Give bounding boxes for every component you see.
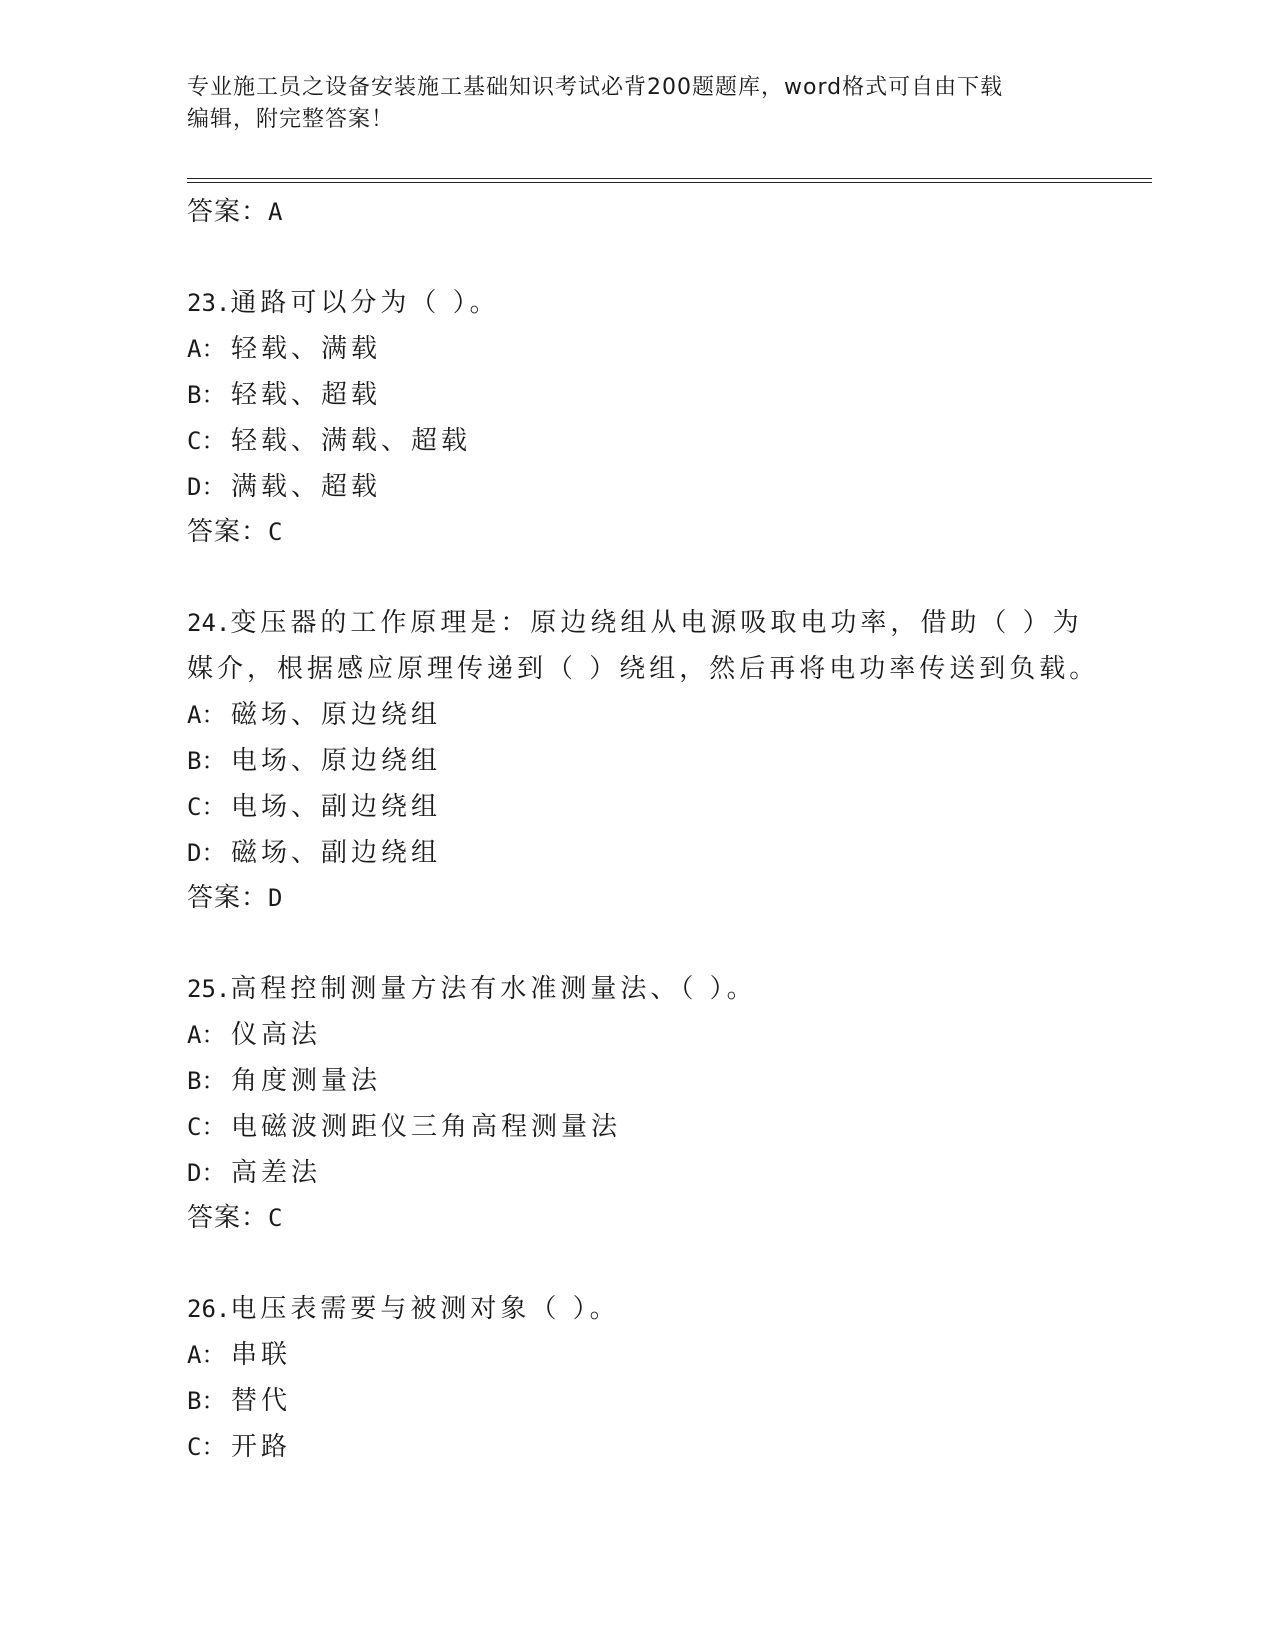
option-key: A：	[187, 335, 226, 363]
option-text: 磁场、副边绕组	[231, 838, 442, 868]
option-key: C：	[187, 1113, 226, 1141]
option-text: 高差法	[231, 1158, 322, 1188]
answer-value: D	[268, 884, 284, 912]
option-b	[187, 372, 1147, 418]
answer-line	[187, 876, 1147, 920]
option-key: C：	[187, 427, 226, 455]
document-body	[187, 190, 1147, 1470]
option-d	[187, 830, 1147, 876]
question-text: 电压表需要与被测对象（ ）。	[230, 1294, 620, 1324]
option-b	[187, 738, 1147, 784]
question-number: 26.	[187, 1295, 231, 1323]
question-stem	[187, 600, 1147, 646]
option-key: B：	[187, 747, 226, 775]
answer-value: C	[268, 1204, 284, 1232]
question-number: 24.	[187, 609, 231, 637]
option-b	[187, 1058, 1147, 1104]
option-text: 电场、副边绕组	[231, 792, 442, 822]
option-text: 轻载、超载	[231, 380, 382, 410]
question-stem	[187, 1286, 1147, 1332]
option-text: 电磁波测距仪三角高程测量法	[231, 1112, 622, 1142]
option-text: 仪高法	[231, 1020, 322, 1050]
option-text: 电场、原边绕组	[231, 746, 442, 776]
option-text: 开路	[231, 1432, 292, 1462]
header-line-2: 编辑，附完整答案！	[187, 107, 395, 132]
option-text: 满载、超载	[231, 472, 382, 502]
option-key: C：	[187, 1433, 226, 1461]
option-key: A：	[187, 1341, 226, 1369]
answer-value: C	[268, 518, 284, 546]
option-text: 替代	[231, 1386, 292, 1416]
option-a	[187, 326, 1147, 372]
option-key: B：	[187, 1067, 226, 1095]
header-divider-top	[187, 178, 1152, 179]
option-c	[187, 418, 1147, 464]
question-number: 25.	[187, 975, 231, 1003]
question-stem-continued	[187, 646, 1147, 692]
answer-label: 答案：	[187, 197, 269, 227]
option-text: 角度测量法	[231, 1066, 382, 1096]
header-divider-bottom	[187, 182, 1152, 183]
option-key: C：	[187, 793, 226, 821]
answer-line	[187, 190, 1147, 234]
question-text: 媒介，根据感应原理传递到（ ）绕组，然后再将电功率传送到负载。	[187, 654, 1100, 684]
document-header	[187, 72, 1087, 136]
answer-line	[187, 1196, 1147, 1240]
option-c	[187, 784, 1147, 830]
option-text: 轻载、满载	[231, 334, 382, 364]
option-d	[187, 464, 1147, 510]
option-b	[187, 1378, 1147, 1424]
question-number: 23.	[187, 289, 231, 317]
question-text: 通路可以分为（ ）。	[230, 288, 500, 318]
question-stem	[187, 966, 1147, 1012]
option-c	[187, 1424, 1147, 1470]
option-a	[187, 1332, 1147, 1378]
option-key: A：	[187, 1021, 226, 1049]
answer-line	[187, 510, 1147, 554]
option-key: D：	[187, 839, 226, 867]
option-text: 串联	[231, 1340, 292, 1370]
answer-label: 答案：	[187, 1203, 269, 1233]
question-24	[187, 600, 1147, 920]
option-text: 磁场、原边绕组	[231, 700, 442, 730]
question-text: 变压器的工作原理是：原边绕组从电源吸取电功率，借助（ ）为	[230, 608, 1083, 638]
question-stem	[187, 280, 1147, 326]
answer-label: 答案：	[187, 517, 269, 547]
option-a	[187, 1012, 1147, 1058]
question-25	[187, 966, 1147, 1240]
answer-label: 答案：	[187, 883, 269, 913]
answer-value: A	[268, 198, 284, 226]
question-23	[187, 280, 1147, 554]
option-key: D：	[187, 1159, 226, 1187]
option-key: B：	[187, 1387, 226, 1415]
option-key: D：	[187, 473, 226, 501]
option-a	[187, 692, 1147, 738]
question-26	[187, 1286, 1147, 1470]
header-line-1: 专业施工员之设备安装施工基础知识考试必背200题题库，word格式可自由下载	[187, 75, 1004, 100]
option-key: A：	[187, 701, 226, 729]
option-c	[187, 1104, 1147, 1150]
option-text: 轻载、满载、超载	[231, 426, 472, 456]
option-d	[187, 1150, 1147, 1196]
option-key: B：	[187, 381, 226, 409]
question-text: 高程控制测量方法有水准测量法、（ ）。	[230, 974, 757, 1004]
